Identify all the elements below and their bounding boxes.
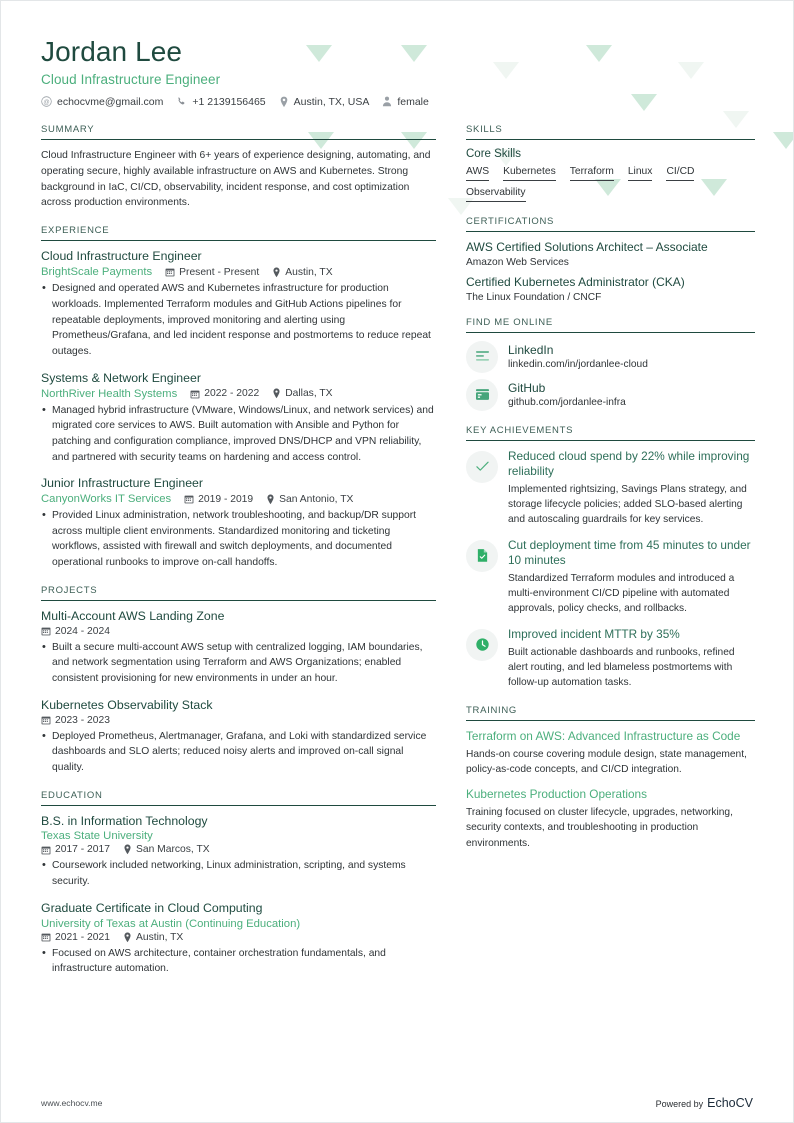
location-pin-icon xyxy=(123,844,132,855)
project-entry xyxy=(41,698,436,776)
bullet-item: • Built a secure multi-account AWS setup with centralized logging, IAM boundaries, and network segmentation using Terraform and AWS Organizations; enabled consistent provisioning for new environments in under an hour. xyxy=(41,640,436,687)
project-title: Kubernetes Observability Stack xyxy=(41,697,213,712)
summary-text: Cloud Infrastructure Engineer with 6+ years of experience designing, automating, and operating secure, highly available infrastructure on AWS and Kubernetes. Strong background in IaC, CI/CD, observability, incident response, and cost optimization across production environments. xyxy=(41,149,431,209)
section-summary xyxy=(41,124,436,212)
education-meta xyxy=(41,844,436,855)
calendar-icon xyxy=(41,626,51,636)
section-key-achievements xyxy=(466,425,755,691)
calendar-icon xyxy=(165,267,175,277)
job-title: Cloud Infrastructure Engineer xyxy=(41,71,221,87)
section-certifications xyxy=(466,216,755,302)
training-title: Kubernetes Production Operations xyxy=(466,786,647,801)
project-bullets xyxy=(41,640,436,687)
education-org: Texas State University xyxy=(41,830,153,843)
section-experience xyxy=(41,225,436,570)
experience-bullets xyxy=(41,508,436,571)
right-column xyxy=(466,124,755,991)
skill-chip: AWS xyxy=(466,165,489,181)
education-dates xyxy=(41,844,110,855)
skill-list xyxy=(466,165,755,203)
section-heading-find-me-online: FIND ME ONLINE xyxy=(466,317,755,333)
achievement-title: Cut deployment time from 45 minutes to under 10 minutes xyxy=(508,537,751,567)
skill-chip: CI/CD xyxy=(666,165,694,181)
experience-title: Cloud Infrastructure Engineer xyxy=(41,249,202,264)
education-dates-value: 2017 - 2017 xyxy=(55,844,110,856)
check-icon-glyph xyxy=(475,460,490,473)
section-projects xyxy=(41,585,436,776)
social-link-label: GitHub xyxy=(508,381,546,396)
experience-dates xyxy=(184,494,253,505)
footer-powered-by xyxy=(656,1096,753,1110)
certification-name: Certified Kubernetes Administrator (CKA) xyxy=(466,274,685,289)
experience-bullets xyxy=(41,403,436,466)
experience-entry xyxy=(41,249,436,359)
social-link-row[interactable] xyxy=(466,379,755,411)
contact-phone-value: +1 2139156465 xyxy=(192,95,266,108)
project-dates xyxy=(41,626,110,637)
calendar-icon xyxy=(41,845,51,855)
education-location-value: Austin, TX xyxy=(135,931,184,943)
achievement-text xyxy=(508,627,755,691)
footer-website[interactable]: www.echocv.me xyxy=(41,1098,103,1108)
experience-location-value: San Antonio, TX xyxy=(279,493,354,505)
education-entry xyxy=(41,814,436,890)
phone-icon xyxy=(176,96,187,107)
education-org: University of Texas at Austin (Continuing Education) xyxy=(41,917,301,930)
achievement-title: Improved incident MTTR by 35% xyxy=(508,626,680,641)
project-dates-value: 2024 - 2024 xyxy=(55,625,110,637)
location-pin-icon xyxy=(272,388,281,399)
section-heading-key-achievements: KEY ACHIEVEMENTS xyxy=(466,425,755,441)
skill-chip: Linux xyxy=(628,165,653,181)
certification-issuer: Amazon Web Services xyxy=(466,256,569,268)
contact-email-value: echocvme@gmail.com xyxy=(57,95,164,108)
linkedin-icon xyxy=(466,341,498,373)
resume-content xyxy=(1,1,793,991)
clock-icon-glyph xyxy=(475,637,490,652)
experience-location xyxy=(272,388,332,399)
project-title: Multi-Account AWS Landing Zone xyxy=(41,608,225,623)
section-heading-skills: SKILLS xyxy=(466,124,755,140)
achievement-row xyxy=(466,627,755,691)
education-bullets xyxy=(41,858,436,889)
resume-header xyxy=(41,35,753,108)
location-pin-icon xyxy=(266,494,275,505)
training-description: Training focused on cluster lifecycle, upgrades, networking, security contexts, and troubleshooting in production environments. xyxy=(466,806,733,849)
experience-dates-value: 2022 - 2022 xyxy=(204,388,260,400)
project-dates-value: 2023 - 2023 xyxy=(55,714,110,726)
contact-gender xyxy=(382,96,429,108)
experience-location-value: Dallas, TX xyxy=(285,388,333,400)
experience-entry xyxy=(41,476,436,571)
training-title: Terraform on AWS: Advanced Infrastructure as Code xyxy=(466,728,741,743)
achievement-text xyxy=(508,449,755,528)
education-meta xyxy=(41,932,436,943)
social-link-url: linkedin.com/in/jordanlee-cloud xyxy=(508,359,648,371)
bullet-item: • Designed and operated AWS and Kubernetes infrastructure for production workloads. Implemented Terraform modules and GitHub Actions pipelines for repeatable deployments, improved monitoring and alerting using Prometheus/Grafana, and led incident response and postmortems to reduce repeat outages. xyxy=(41,281,436,359)
experience-meta xyxy=(41,266,436,278)
person-icon xyxy=(382,96,392,107)
experience-dates xyxy=(165,267,259,278)
page-title: Jordan Lee xyxy=(41,36,183,67)
contact-email[interactable] xyxy=(41,96,163,108)
calendar-icon xyxy=(190,389,200,399)
section-heading-projects: PROJECTS xyxy=(41,585,436,601)
bullet-item: • Deployed Prometheus, Alertmanager, Grafana, and Loki with standardized service dashboards and SLO alerts; reduced noisy alerts and improved on-call signal quality. xyxy=(41,729,436,776)
section-heading-education: EDUCATION xyxy=(41,790,436,806)
achievement-row xyxy=(466,538,755,617)
skill-group-name: Core Skills xyxy=(466,147,521,160)
page-footer xyxy=(1,1084,793,1122)
linkedin-icon-glyph xyxy=(475,350,490,363)
experience-location-value: Austin, TX xyxy=(285,266,333,278)
education-bullets xyxy=(41,946,436,977)
calendar-icon xyxy=(41,715,51,725)
contact-phone[interactable] xyxy=(176,96,265,108)
location-pin-icon xyxy=(272,267,281,278)
project-dates xyxy=(41,715,110,726)
section-heading-training: TRAINING xyxy=(466,705,755,721)
achievement-row xyxy=(466,449,755,528)
education-dates-value: 2021 - 2021 xyxy=(55,931,110,943)
skill-chip: Observability xyxy=(466,186,526,202)
education-location xyxy=(123,932,183,943)
email-icon xyxy=(41,96,52,107)
experience-location xyxy=(272,267,332,278)
certification-entry xyxy=(466,240,755,268)
education-entry xyxy=(41,901,436,977)
left-column xyxy=(41,124,436,991)
bullet-item: • Managed hybrid infrastructure (VMware, Windows/Linux, and network services) and migrated core services to AWS. Built automation with Ansible and Python for patching and configuration compliance, improved DNS/DHCP and VPN reliability, and partnered with security teams on hardening and access control. xyxy=(41,403,436,466)
social-link-text xyxy=(508,381,626,408)
contact-location-value: Austin, TX, USA xyxy=(293,95,370,108)
achievement-text xyxy=(508,538,755,617)
experience-title: Junior Infrastructure Engineer xyxy=(41,476,203,491)
certification-name: AWS Certified Solutions Architect – Associate xyxy=(466,240,708,255)
clock-icon xyxy=(466,629,498,661)
achievement-description: Implemented rightsizing, Savings Plans strategy, and storage lifecycle policies; added SLO-based alerting and autoscaling guardrails for key services. xyxy=(508,483,747,526)
social-link-text xyxy=(508,343,648,370)
project-bullets xyxy=(41,729,436,776)
training-description: Hands-on course covering module design, state management, policy-as-code concepts, and CI/CD integration. xyxy=(466,749,747,776)
footer-brand: EchoCV xyxy=(707,1096,753,1110)
calendar-icon xyxy=(41,932,51,942)
document-check-icon-glyph xyxy=(476,548,489,563)
check-icon xyxy=(466,451,498,483)
footer-powered-by-label: Powered by xyxy=(655,1099,704,1109)
experience-dates-value: 2019 - 2019 xyxy=(198,493,254,505)
education-location xyxy=(123,844,210,855)
contact-gender-value: female xyxy=(397,95,429,108)
achievement-description: Standardized Terraform modules and introduced a multi-environment CI/CD pipeline with automated approvals, policy checks, and rollbacks. xyxy=(508,572,735,615)
calendar-icon xyxy=(184,494,194,504)
project-entry xyxy=(41,609,436,687)
bullet-item: • Focused on AWS architecture, container orchestration fundamentals, and infrastructure automation. xyxy=(41,946,436,977)
project-meta xyxy=(41,715,436,726)
contact-list xyxy=(41,96,753,108)
skill-chip: Kubernetes xyxy=(503,165,556,181)
location-pin-icon xyxy=(123,932,132,943)
education-location-value: San Marcos, TX xyxy=(135,844,210,856)
social-link-url: github.com/jordanlee-infra xyxy=(508,397,626,409)
achievement-description: Built actionable dashboards and runbooks, refined alert routing, and led blameless postmortems with follow-up automation tasks. xyxy=(508,646,735,689)
education-dates xyxy=(41,932,110,943)
project-meta xyxy=(41,626,436,637)
experience-entry xyxy=(41,371,436,466)
experience-dates xyxy=(190,388,259,399)
education-title: B.S. in Information Technology xyxy=(41,813,208,828)
github-icon-glyph xyxy=(475,388,490,401)
bullet-item: • Provided Linux administration, network troubleshooting, and backup/DR support across multiple client environments. Standardized monitoring and ticketing workflows, assisted with firewall and switch deployments, and documented operational runbooks to improve on-call handoffs. xyxy=(41,508,436,571)
education-title: Graduate Certificate in Cloud Computing xyxy=(41,900,263,915)
section-skills xyxy=(466,124,755,203)
section-heading-summary: SUMMARY xyxy=(41,124,436,140)
section-heading-experience: EXPERIENCE xyxy=(41,225,436,241)
section-find-me-online xyxy=(466,317,755,411)
section-heading-certifications: CERTIFICATIONS xyxy=(466,216,755,232)
experience-org: CanyonWorks IT Services xyxy=(41,493,172,506)
certification-entry xyxy=(466,275,755,303)
svg-text:@: @ xyxy=(43,99,50,106)
experience-org: BrightScale Payments xyxy=(41,266,153,279)
github-icon xyxy=(466,379,498,411)
skill-chip: Terraform xyxy=(570,165,614,181)
social-link-label: LinkedIn xyxy=(508,343,554,358)
contact-location xyxy=(279,96,370,108)
resume-columns xyxy=(41,124,753,991)
section-education xyxy=(41,790,436,978)
experience-bullets xyxy=(41,281,436,359)
training-entry xyxy=(466,729,755,778)
certification-issuer: The Linux Foundation / CNCF xyxy=(466,291,602,303)
experience-title: Systems & Network Engineer xyxy=(41,370,201,385)
experience-org: NorthRiver Health Systems xyxy=(41,387,178,400)
experience-meta xyxy=(41,493,436,505)
location-pin-icon xyxy=(279,96,289,108)
achievement-title: Reduced cloud spend by 22% while improving reliability xyxy=(508,448,750,478)
document-check-icon xyxy=(466,540,498,572)
social-link-row[interactable] xyxy=(466,341,755,373)
experience-meta xyxy=(41,388,436,400)
experience-dates-value: Present - Present xyxy=(179,266,260,278)
section-training xyxy=(466,705,755,851)
experience-location xyxy=(266,494,353,505)
bullet-item: • Coursework included networking, Linux administration, scripting, and systems security. xyxy=(41,858,436,889)
training-entry xyxy=(466,787,755,851)
